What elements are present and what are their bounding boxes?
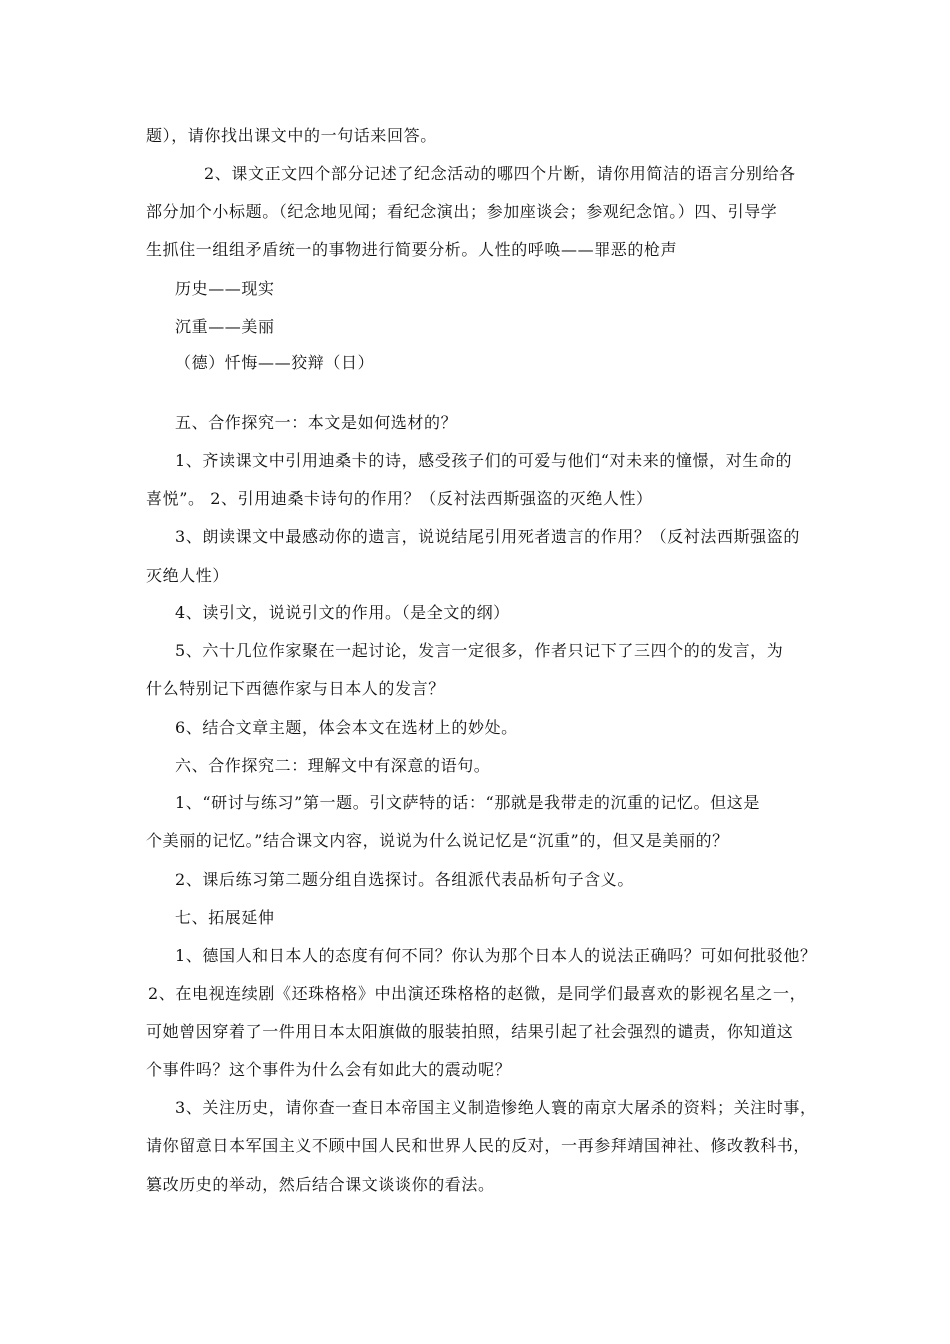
text-line: 题），请你找出课文中的一句话来回答。 xyxy=(146,126,437,145)
text-line: 1、德国人和日本人的态度有何不同？你认为那个日本人的说法正确吗？可如何批驳他？ xyxy=(175,946,817,965)
text-line: 1、“研讨与练习”第一题。引文萨特的话：“那就是我带走的沉重的记忆。但这是 xyxy=(175,793,760,812)
text-line: 历史——现实 xyxy=(175,279,275,298)
text-line: 沉重——美丽 xyxy=(175,317,275,336)
text-line: 6、结合文章主题，体会本文在选材上的妙处。 xyxy=(175,718,518,737)
text-line: 部分加个小标题。（纪念地见闻；看纪念演出；参加座谈会；参观纪念馆。）四、引导学 xyxy=(146,202,778,221)
text-line: 五、合作探究一：本文是如何选材的？ xyxy=(175,413,458,432)
text-line: 2、课后练习第二题分组自选探讨。各组派代表品析句子含义。 xyxy=(175,870,634,889)
text-line: 喜悦”。 2、引用迪桑卡诗句的作用？（反衬法西斯强盗的灭绝人性） xyxy=(146,489,653,508)
text-line: 请你留意日本军国主义不顾中国人民和世界人民的反对，一再参拜靖国神社、修改教科书， xyxy=(146,1136,811,1155)
text-line: 七、拓展延伸 xyxy=(175,908,275,927)
text-line: 可她曾因穿着了一件用日本太阳旗做的服装拍照，结果引起了社会强烈的谴责，你知道这 xyxy=(146,1022,794,1041)
text-line: 篡改历史的举动，然后结合课文谈谈你的看法。 xyxy=(146,1175,495,1194)
text-line: 4、读引文，说说引文的作用。（是全文的纲） xyxy=(175,603,510,622)
text-line: 灭绝人性） xyxy=(146,566,230,585)
text-line: 2、在电视连续剧《还珠格格》中出演还珠格格的赵微，是同学们最喜欢的影视名星之一， xyxy=(148,984,807,1003)
text-line: 1、齐读课文中引用迪桑卡的诗，感受孩子们的可爱与他们“对未来的憧憬，对生命的 xyxy=(175,451,793,470)
text-line: 2、课文正文四个部分记述了纪念活动的哪四个片断，请你用简洁的语言分别给各 xyxy=(204,164,796,183)
text-line: 个事件吗？这个事件为什么会有如此大的震动呢？ xyxy=(146,1060,512,1079)
text-line: 3、朗读课文中最感动你的遗言，说说结尾引用死者遗言的作用？（反衬法西斯强盗的 xyxy=(175,527,800,546)
text-line: （德）忏悔——狡辩（日） xyxy=(175,353,375,372)
text-line: 生抓住一组组矛盾统一的事物进行简要分析。人性的呼唤——罪恶的枪声 xyxy=(146,240,678,259)
text-line: 什么特别记下西德作家与日本人的发言？ xyxy=(146,679,445,698)
text-line: 5、六十几位作家聚在一起讨论，发言一定很多，作者只记下了三四个的的发言，为 xyxy=(175,641,784,660)
text-line: 六、合作探究二：理解文中有深意的语句。 xyxy=(175,756,491,775)
text-line: 个美丽的记忆。”结合课文内容，说说为什么说记忆是“沉重”的，但又是美丽的？ xyxy=(146,831,729,850)
text-line: 3、关注历史，请你查一查日本帝国主义制造惨绝人寰的南京大屠杀的资料；关注时事， xyxy=(175,1098,817,1117)
